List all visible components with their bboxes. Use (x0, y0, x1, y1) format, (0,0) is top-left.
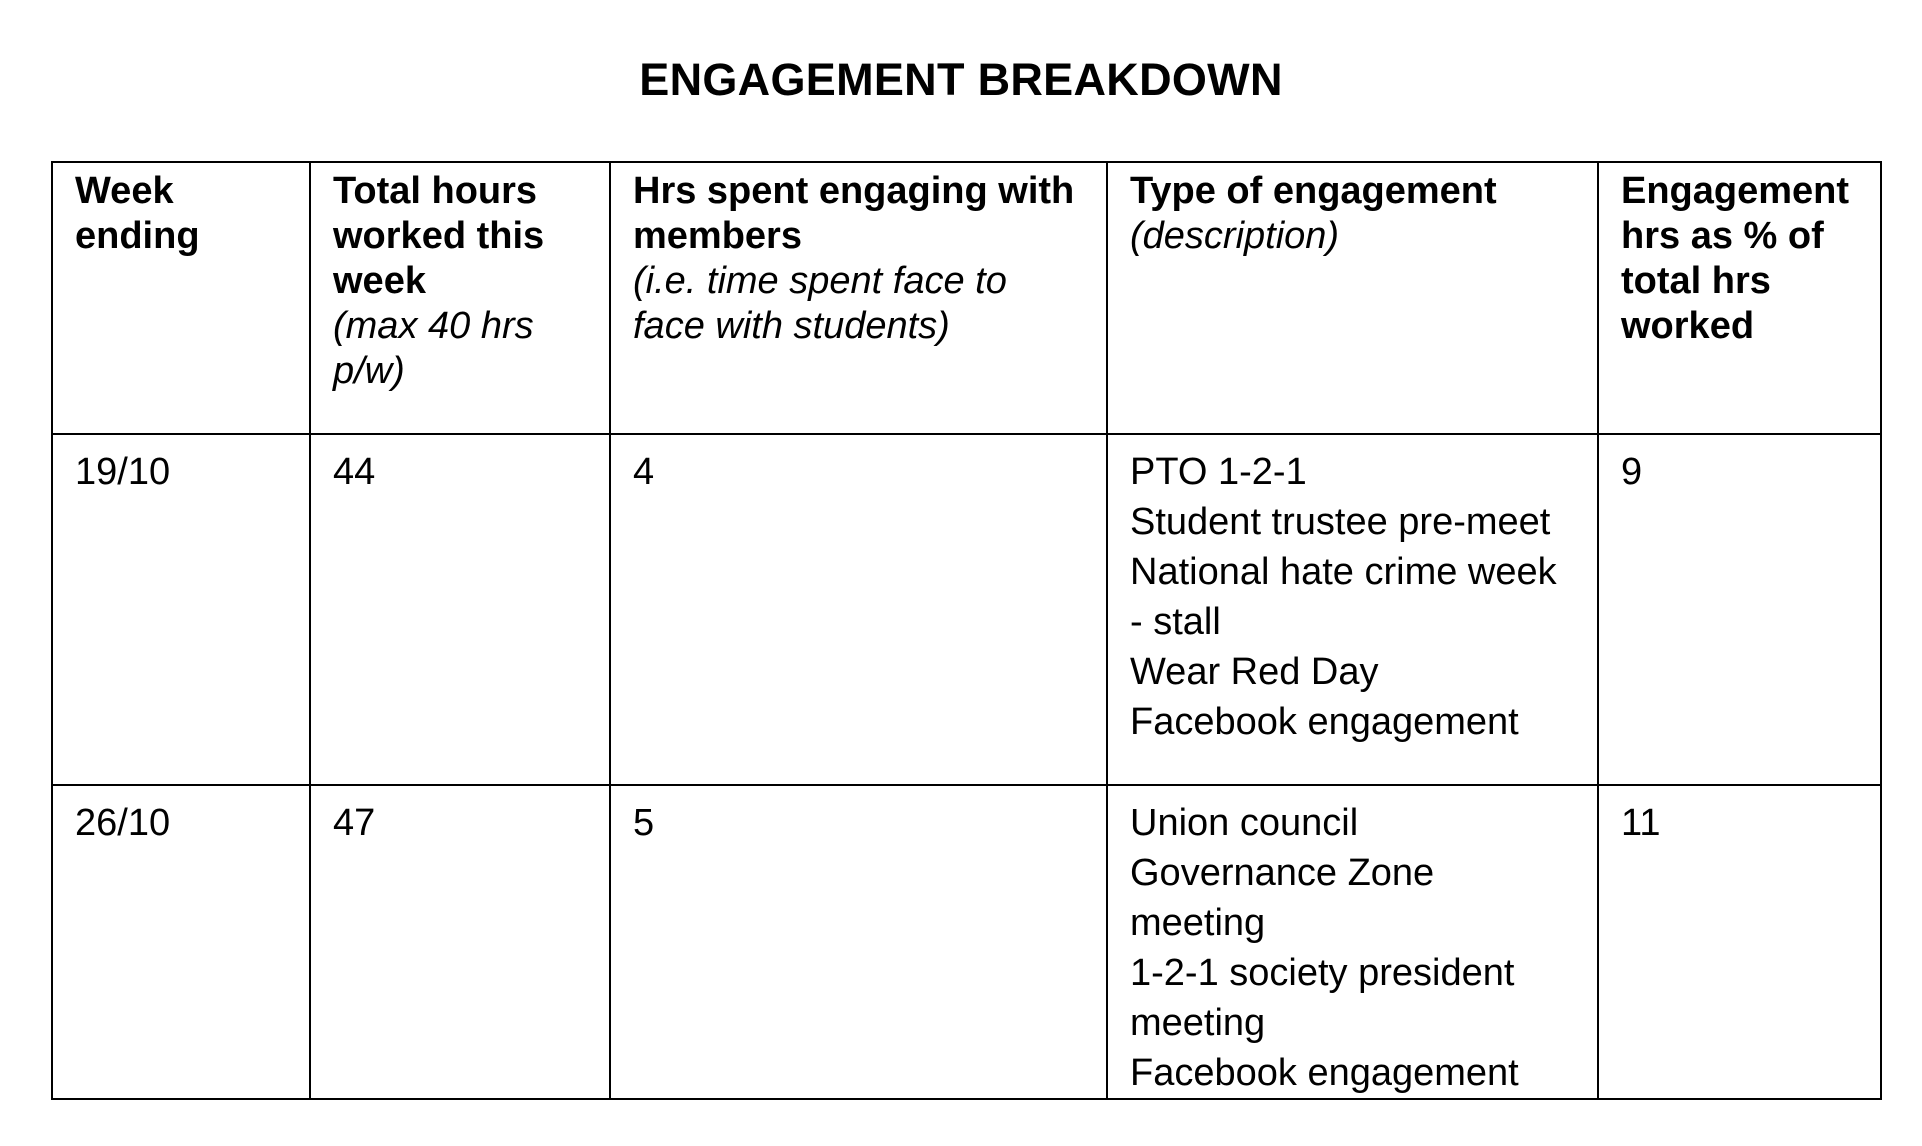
cell-total-hours (310, 785, 610, 1099)
engagement-table (51, 161, 1882, 1100)
column-header-engagement-hours (610, 162, 1107, 434)
engagement-item: Union council (1130, 802, 1359, 844)
table-row (52, 785, 1881, 1099)
cell-value: 9 (1621, 451, 1643, 493)
cell-value: 5 (633, 802, 655, 844)
cell-value: 4 (633, 451, 655, 493)
column-header-note: (i.e. time spent face to face with students) (633, 260, 1007, 347)
column-header-label: Hrs spent engaging with members (633, 170, 1075, 257)
engagement-item: Wear Red Day (1130, 651, 1379, 693)
cell-week-ending (52, 434, 310, 785)
engagement-item: Student trustee pre-meet (1130, 501, 1551, 543)
cell-engagement-types (1107, 785, 1598, 1099)
engagement-item: National hate crime week - stall (1130, 551, 1557, 643)
page-title: ENGAGEMENT BREAKDOWN (639, 54, 1283, 105)
cell-value: 47 (333, 802, 376, 844)
column-header-note: (description) (1130, 215, 1340, 257)
column-header-label: Engagement hrs as % of total hrs worked (1621, 170, 1850, 347)
column-header-percent (1598, 162, 1881, 434)
cell-engagement-hours (610, 434, 1107, 785)
column-header-engagement-type (1107, 162, 1598, 434)
column-header-week-ending (52, 162, 310, 434)
cell-engagement-types (1107, 434, 1598, 785)
cell-week-ending (52, 785, 310, 1099)
engagement-item: Facebook engagement (1130, 701, 1519, 743)
table-header-row (52, 162, 1881, 434)
cell-value: 44 (333, 451, 376, 493)
cell-engagement-hours (610, 785, 1107, 1099)
column-header-note: (max 40 hrs p/w) (333, 305, 534, 392)
cell-value: 11 (1621, 802, 1661, 844)
engagement-item: PTO 1-2-1 (1130, 451, 1307, 493)
column-header-label: Total hours worked this week (333, 170, 545, 302)
engagement-item: Governance Zone meeting (1130, 852, 1435, 944)
cell-total-hours (310, 434, 610, 785)
engagement-item: 1-2-1 society president meeting (1130, 952, 1515, 1044)
column-header-label: Type of engagement (1130, 170, 1497, 212)
cell-percent (1598, 434, 1881, 785)
column-header-label: Week ending (75, 170, 200, 257)
table-row (52, 434, 1881, 785)
cell-value: 26/10 (75, 802, 171, 844)
cell-percent (1598, 785, 1881, 1099)
engagement-item: Facebook engagement (1130, 1052, 1519, 1094)
column-header-total-hours (310, 162, 610, 434)
cell-value: 19/10 (75, 451, 171, 493)
